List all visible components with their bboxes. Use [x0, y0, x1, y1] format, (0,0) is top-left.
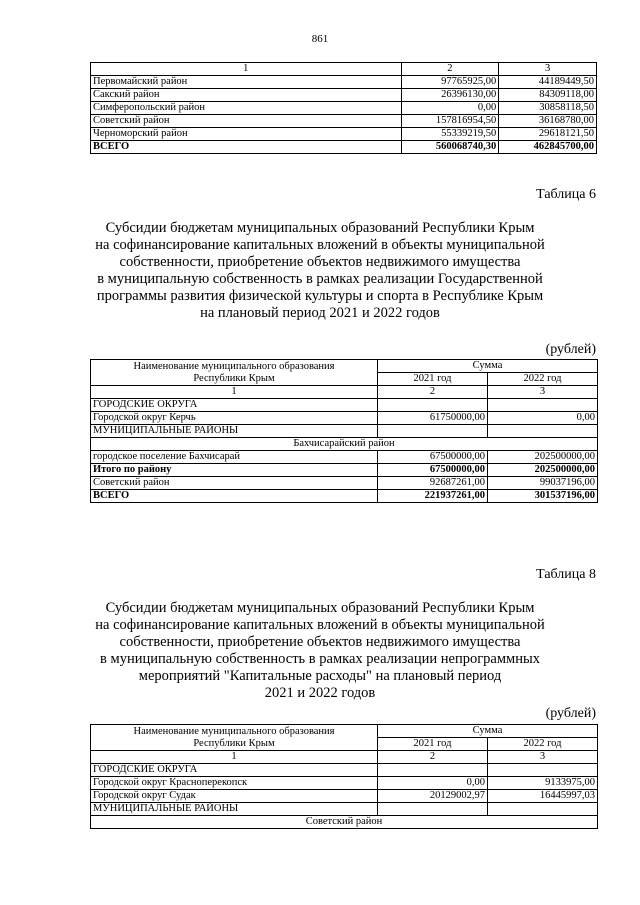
amount-2022: 9133975,00: [488, 777, 598, 790]
col-number-1: 1: [91, 63, 402, 76]
col-number-2: 2: [401, 63, 499, 76]
municipality-name: Городской округ Керчь: [91, 412, 378, 425]
section-label: ГОРОДСКИЕ ОКРУГА: [91, 399, 378, 412]
col-number-1: 1: [91, 386, 378, 399]
name-header-line1: Наименование муниципального образования: [133, 725, 335, 737]
col-number-3: 3: [499, 63, 597, 76]
page-number: 861: [311, 33, 329, 45]
year-2021-header: 2021 год: [378, 738, 488, 751]
municipality-name: Городской округ Судак: [91, 790, 378, 803]
section-label: МУНИЦИПАЛЬНЫЕ РАЙОНЫ: [91, 803, 378, 816]
amount-2022: 0,00: [488, 412, 598, 425]
title-line: на софинансирование капитальных вложений в объекты муниципальной: [95, 237, 545, 253]
col-number-2: 2: [378, 751, 488, 764]
subtotal-row: [91, 464, 598, 477]
amount-2021: 55339219,50: [401, 128, 499, 141]
name-header-line2: Республики Крым: [193, 737, 275, 749]
title-line: на софинансирование капитальных вложений в объекты муниципальной: [95, 617, 545, 633]
table-row: [91, 451, 598, 464]
column-numbers-row: [91, 63, 597, 76]
section-row-urban: [91, 764, 598, 777]
col-number-3: 3: [488, 386, 598, 399]
amount-2022: 99037196,00: [488, 477, 598, 490]
table6-title: [60, 220, 580, 322]
col-number-2: 2: [378, 386, 488, 399]
col-number-1: 1: [91, 751, 378, 764]
amount-2022: 36168780,00: [499, 115, 597, 128]
column-numbers-row: [91, 751, 598, 764]
total-label: ВСЕГО: [91, 490, 378, 503]
district-name: Советский район: [91, 816, 598, 829]
table8: [90, 724, 598, 829]
header-row: [91, 360, 598, 373]
section-label: ГОРОДСКИЕ ОКРУГА: [91, 764, 378, 777]
subtotal-2021: 67500000,00: [378, 464, 488, 477]
region-name: Сакский район: [91, 89, 402, 102]
title-line: собственности, приобретение объектов недвижимого имущества: [119, 634, 521, 650]
section-row-districts: [91, 803, 598, 816]
region-name: Черноморский район: [91, 128, 402, 141]
table-row: [91, 76, 597, 89]
amount-2021: 92687261,00: [378, 477, 488, 490]
section-row-districts: [91, 425, 598, 438]
total-2021: 560068740,30: [401, 141, 499, 154]
total-row: [91, 490, 598, 503]
table6: [90, 359, 598, 503]
table-row: [91, 477, 598, 490]
table-row: [91, 777, 598, 790]
header-row: [91, 725, 598, 738]
year-2021-header: 2021 год: [378, 373, 488, 386]
sum-header: Сумма: [378, 725, 598, 738]
amount-2022: 16445997,03: [488, 790, 598, 803]
table-row: [91, 790, 598, 803]
title-line: мероприятий "Капитальные расходы" на плановый период: [138, 668, 502, 684]
sum-header: Сумма: [378, 360, 598, 373]
title-line: в муниципальную собственность в рамках реализации непрограммных: [100, 651, 540, 667]
title-line: программы развития физической культуры и спорта в Республике Крым: [96, 288, 544, 304]
title-line: 2021 и 2022 годов: [264, 685, 376, 701]
name-column-header: [91, 725, 378, 751]
continuation-table: [90, 62, 597, 154]
title-line: Субсидии бюджетам муниципальных образований Республики Крым: [105, 220, 535, 236]
amount-2021: 97765925,00: [401, 76, 499, 89]
amount-2021: 61750000,00: [378, 412, 488, 425]
year-2022-header: 2022 год: [488, 373, 598, 386]
table6-label: Таблица 6: [536, 187, 596, 202]
amount-2021: 67500000,00: [378, 451, 488, 464]
name-header-line1: Наименование муниципального образования: [133, 360, 335, 372]
section-row-urban: [91, 399, 598, 412]
total-row: [91, 141, 597, 154]
amount-2022: 30858118,50: [499, 102, 597, 115]
amount-2021: 157816954,50: [401, 115, 499, 128]
title-line: Субсидии бюджетам муниципальных образований Республики Крым: [105, 600, 535, 616]
region-name: Первомайский район: [91, 76, 402, 89]
total-2022: 301537196,00: [488, 490, 598, 503]
col-number-3: 3: [488, 751, 598, 764]
subtotal-2022: 202500000,00: [488, 464, 598, 477]
section-label: МУНИЦИПАЛЬНЫЕ РАЙОНЫ: [91, 425, 378, 438]
region-name: Симферопольский район: [91, 102, 402, 115]
municipality-name: Городской округ Красноперекопск: [91, 777, 378, 790]
name-header-line2: Республики Крым: [193, 372, 275, 384]
amount-2022: 84309118,00: [499, 89, 597, 102]
municipality-name: Советский район: [91, 477, 378, 490]
table-row: [91, 115, 597, 128]
municipality-name: городское поселение Бахчисарай: [91, 451, 378, 464]
district-row: [91, 816, 598, 829]
amount-2022: 44189449,50: [499, 76, 597, 89]
year-2022-header: 2022 год: [488, 738, 598, 751]
amount-2021: 20129002,97: [378, 790, 488, 803]
column-numbers-row: [91, 386, 598, 399]
title-line: на плановый период 2021 и 2022 годов: [200, 305, 440, 321]
table6-units: (рублей): [545, 342, 596, 357]
amount-2021: 0,00: [401, 102, 499, 115]
title-line: собственности, приобретение объектов недвижимого имущества: [119, 254, 521, 270]
amount-2022: 202500000,00: [488, 451, 598, 464]
table-row: [91, 128, 597, 141]
amount-2021: 26396130,00: [401, 89, 499, 102]
district-row: [91, 438, 598, 451]
district-name: Бахчисарайский район: [91, 438, 598, 451]
total-label: ВСЕГО: [91, 141, 402, 154]
table-row: [91, 89, 597, 102]
table8-title: [60, 600, 580, 702]
table-row: [91, 412, 598, 425]
name-column-header: [91, 360, 378, 386]
table8-label: Таблица 8: [536, 567, 596, 582]
total-2021: 221937261,00: [378, 490, 488, 503]
amount-2021: 0,00: [378, 777, 488, 790]
total-2022: 462845700,00: [499, 141, 597, 154]
amount-2022: 29618121,50: [499, 128, 597, 141]
table8-units: (рублей): [545, 706, 596, 721]
region-name: Советский район: [91, 115, 402, 128]
title-line: в муниципальную собственность в рамках реализации Государственной: [97, 271, 543, 287]
table-row: [91, 102, 597, 115]
subtotal-label: Итого по району: [91, 464, 378, 477]
